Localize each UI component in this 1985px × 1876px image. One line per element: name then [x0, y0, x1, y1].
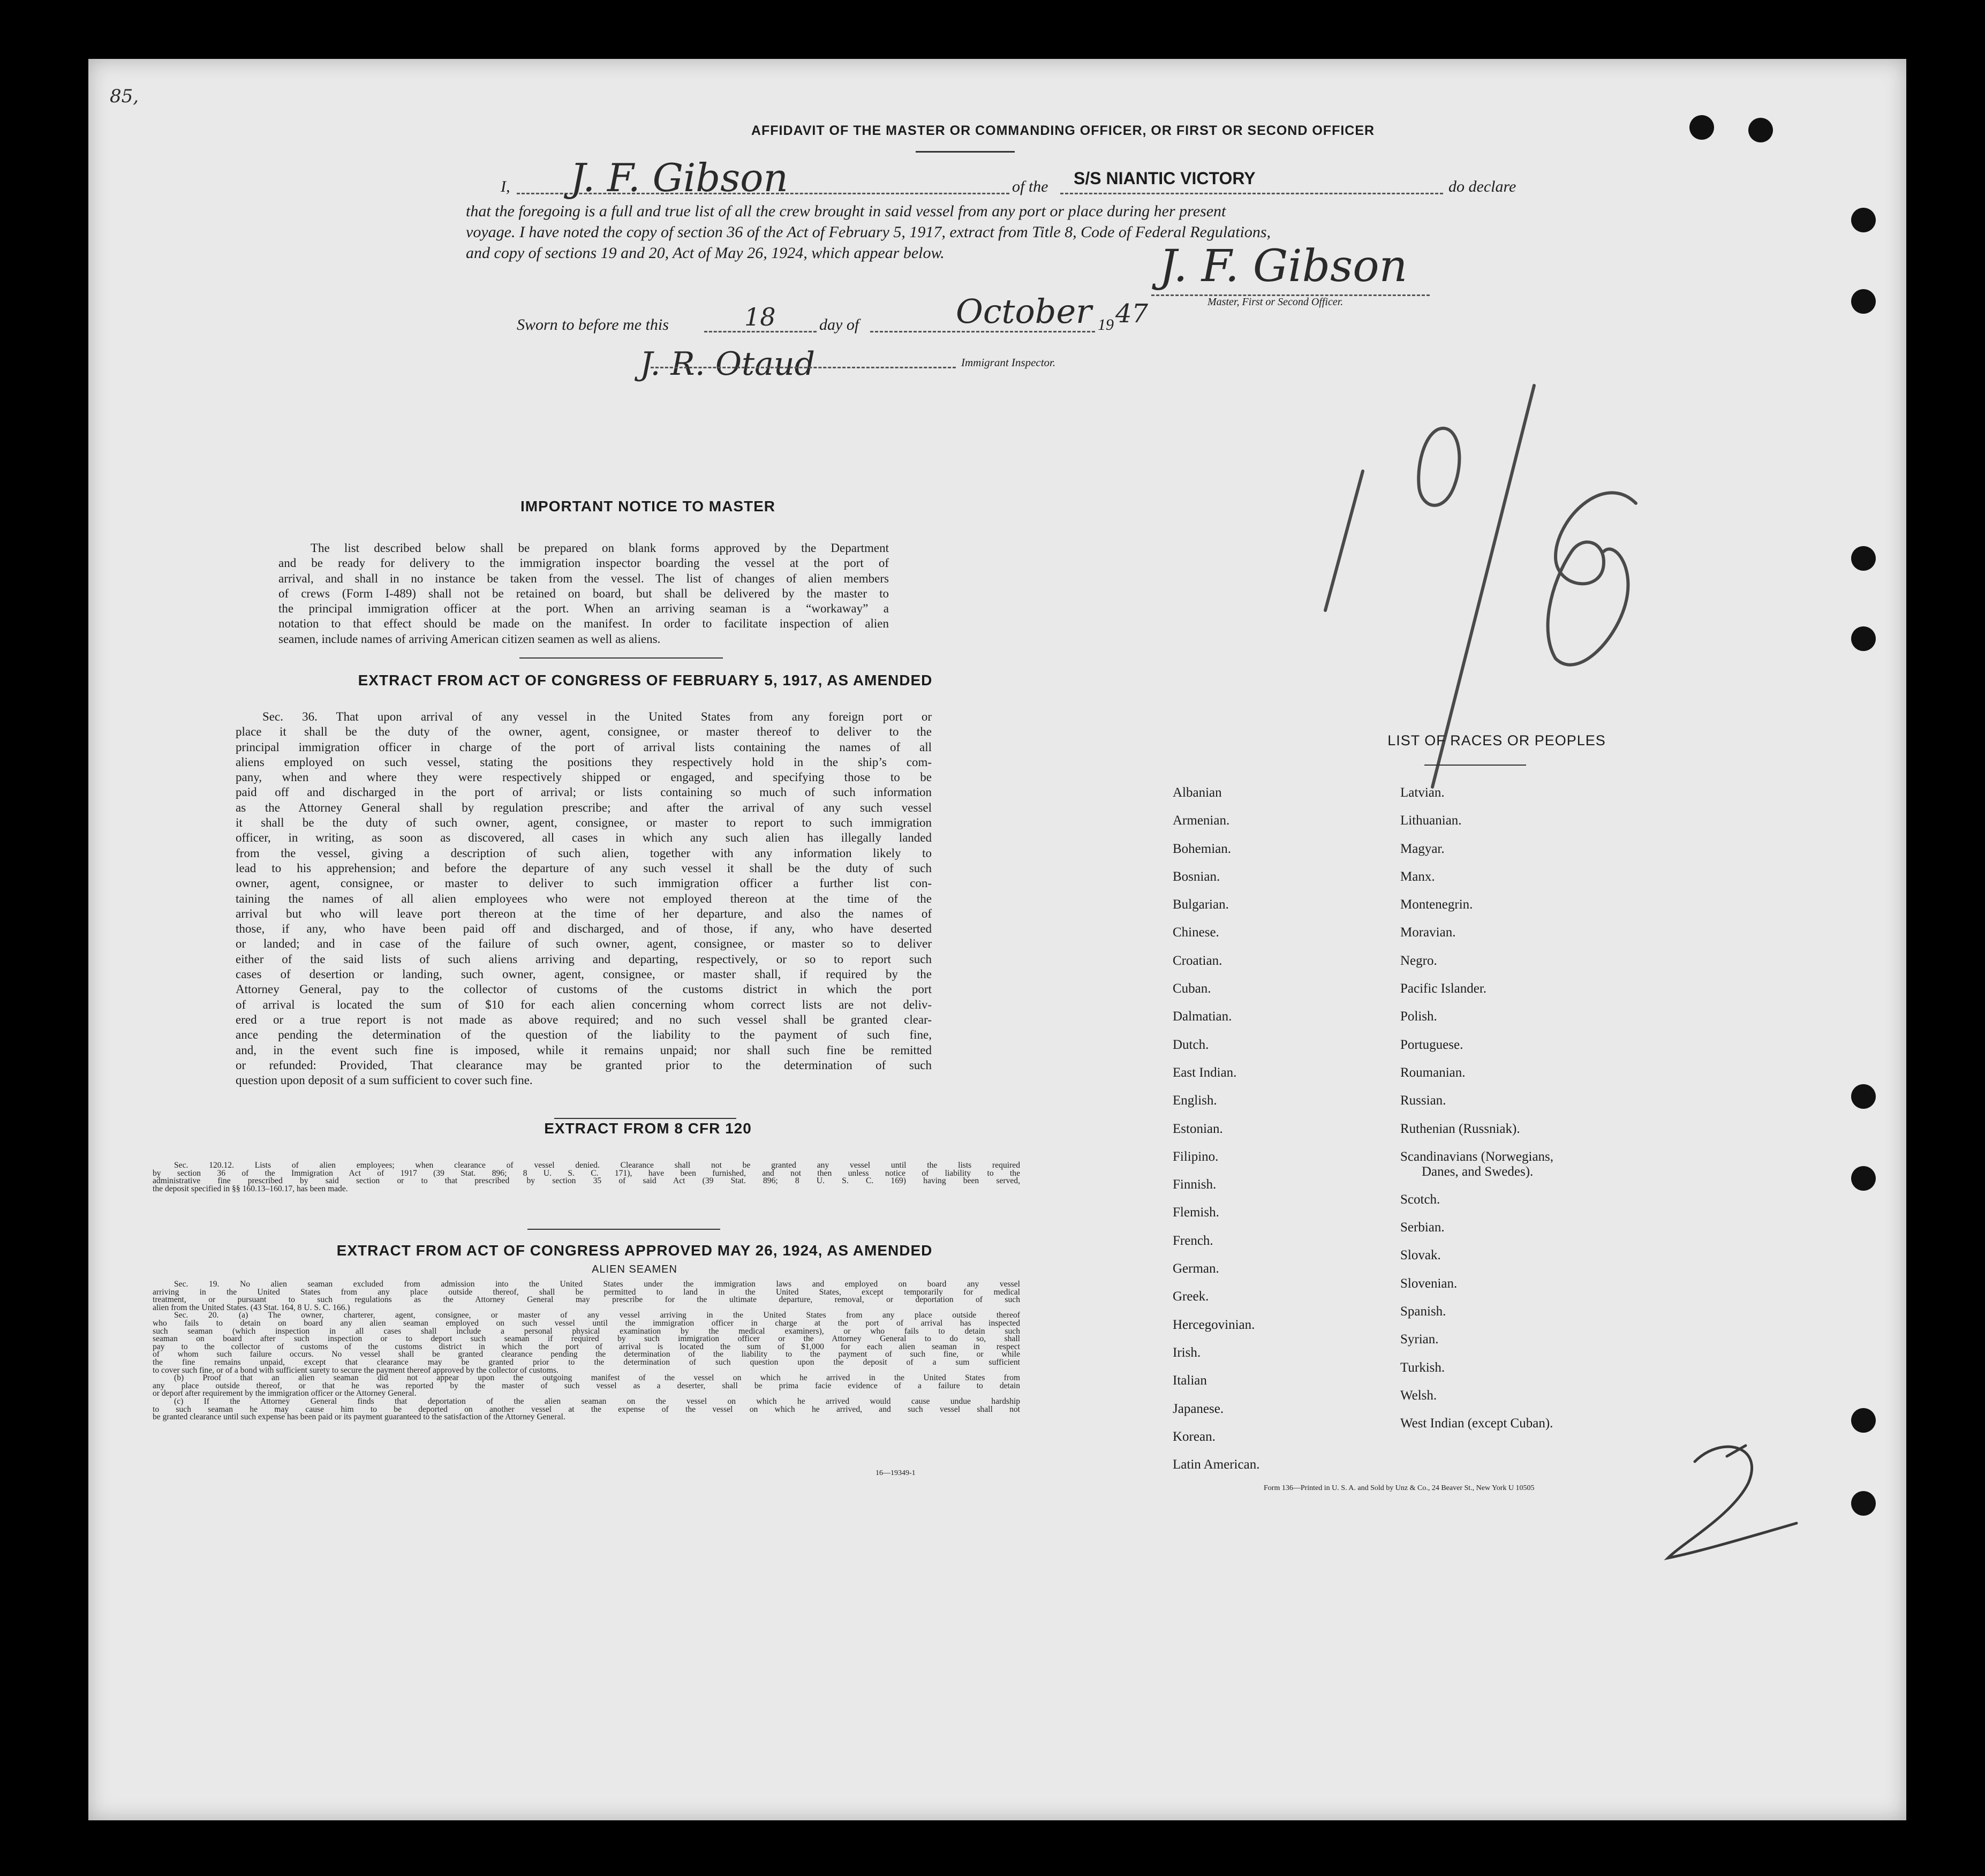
extract-line: those, if any, who have been paid off and discharged, and of those, if any, who have deserted	[236, 922, 932, 936]
extract-line: paid off and discharged in the port of arrival; or lists containing so much of such information	[236, 785, 932, 799]
race-item: Lithuanian.	[1400, 813, 1462, 828]
declarant-name: J. F. Gibson	[570, 155, 788, 200]
notice-line: of crews (Form I-489) shall not be retained on board, but shall be delivered by the master to	[278, 586, 889, 600]
affidavit-title: AFFIDAVIT OF THE MASTER OR COMMANDING OFFICER, OR FIRST OR SECOND OFFICER	[751, 123, 1375, 138]
section-rule	[554, 1118, 736, 1119]
punch-hole	[1851, 1166, 1876, 1191]
inspector-signature: J. R. Otaud	[640, 345, 815, 383]
race-item: Serbian.	[1400, 1220, 1445, 1235]
race-item: Moravian.	[1400, 925, 1456, 940]
form-number: 16—19349-1	[875, 1469, 916, 1477]
sworn-month: October	[956, 292, 1092, 331]
extract-1924-line: of whom such failure occurs. No vessel shall be granted clearance pending the determination of the liability to the payment of such fine, or while	[153, 1350, 1020, 1359]
race-item: Russian.	[1400, 1093, 1446, 1108]
race-item: Flemish.	[1173, 1205, 1219, 1220]
race-item: Ruthenian (Russniak).	[1400, 1121, 1520, 1136]
affidavit-line-3: voyage. I have noted the copy of section 36 of the Act of February 5, 1917, extract from Title 8, Code of Federal Regulations,	[466, 223, 1271, 241]
race-item: Welsh.	[1400, 1388, 1437, 1403]
race-item: Turkish.	[1400, 1360, 1445, 1375]
notice-line: The list described below shall be prepared on blank forms approved by the Department	[311, 541, 889, 555]
section-rule	[527, 1229, 720, 1230]
affidavit-i: I,	[501, 178, 510, 195]
extract-1924-line: Sec. 20. (a) The owner, charterer, agent, consignee, or master of any vessel arriving in the United States from any place outside thereof	[174, 1311, 1020, 1320]
race-item: Portuguese.	[1400, 1037, 1463, 1052]
race-item: Croatian.	[1173, 953, 1222, 968]
extract-line: or landed; and in case of the failure of such owner, agent, consignee, or master so to deliver	[236, 937, 932, 951]
punch-hole	[1748, 118, 1773, 142]
race-item: Estonian.	[1173, 1121, 1223, 1136]
punch-hole	[1851, 208, 1876, 232]
extract-line: ered or a true report is not made as above required; and no such vessel shall be granted clear-	[236, 1012, 932, 1026]
race-item: Armenian.	[1173, 813, 1230, 828]
punch-hole	[1851, 1491, 1876, 1516]
race-item: Spanish.	[1400, 1304, 1446, 1319]
extract-line: taining the names of all alien employees who were not employed thereon at the time of the	[236, 891, 932, 905]
race-item: Dalmatian.	[1173, 1009, 1232, 1024]
extract-line: ance pending the determination of the question of the liability to the payment of such fine,	[236, 1028, 932, 1042]
extract-1924-line: treatment, or pursuant to such regulations as the Attorney General may prescribe for the ultimate departure, removal, or deportation of such	[153, 1295, 1020, 1305]
extract-line: principal immigration officer in charge of the port of arrival lists containing the names of all	[236, 740, 932, 754]
extract-1924-line: to such seaman he may cause him to be deported on another vessel at the expense of the vessel on which he arrived, and such vessel shall not	[153, 1404, 1020, 1414]
race-item: Japanese.	[1173, 1401, 1224, 1416]
race-item: Bohemian.	[1173, 841, 1232, 856]
affidavit-declare: do declare	[1448, 178, 1516, 195]
extract-line: place it shall be the duty of the owner, agent, consignee, or master thereof to deliver to the	[236, 725, 932, 739]
inspector-label: Immigrant Inspector.	[961, 356, 1056, 369]
cfr-line: Sec. 120.12. Lists of alien employees; when clearance of vessel denied. Clearance shall not be granted any vessel until the lists required	[174, 1161, 1020, 1170]
cfr-line: administrative fine prescribed by said section or to that prescribed by section 35 of said Act (39 Stat. 896; 8 U. S. C. 169) having been served,	[153, 1176, 1020, 1186]
extract-1924-line: or deport after requirement by the immigration officer or the Attorney General.	[153, 1389, 417, 1398]
race-item: Finnish.	[1173, 1177, 1217, 1192]
master-signature: J. F. Gibson	[1159, 241, 1408, 292]
extract-line: Sec. 36. That upon arrival of any vessel in the United States from any foreign port or	[262, 710, 932, 723]
race-item: Scotch.	[1400, 1192, 1440, 1207]
cfr-line: the deposit specified in §§ 160.13–160.17, has been made.	[153, 1184, 348, 1193]
race-item: Korean.	[1173, 1429, 1216, 1444]
punch-hole	[1689, 115, 1714, 140]
vessel-line	[1060, 193, 1443, 194]
extract-cfr-title: EXTRACT FROM 8 CFR 120	[544, 1120, 752, 1137]
race-item: East Indian.	[1173, 1065, 1237, 1080]
alien-seamen-subtitle: ALIEN SEAMEN	[592, 1264, 677, 1275]
races-left-column	[1173, 779, 1259, 1479]
margin-note: 85,	[110, 86, 139, 107]
extract-line: or refunded: Provided, That clearance may be granted prior to the determination of such	[236, 1058, 932, 1072]
extract-line: as the Attorney General shall by regulation prescribe; and after the arrival of any such vessel	[236, 800, 932, 814]
extract-line: pany, when and where they were respectively shipped or engaged, and specifying those to be	[236, 770, 932, 784]
notice-title: IMPORTANT NOTICE TO MASTER	[520, 498, 776, 515]
race-item: Greek.	[1173, 1289, 1209, 1304]
race-item: Negro.	[1400, 953, 1437, 968]
races-title: LIST OF RACES OR PEOPLES	[1387, 732, 1606, 748]
race-item: Latvian.	[1400, 785, 1445, 800]
sworn-year-prefix: 19	[1098, 316, 1114, 334]
race-item: German.	[1173, 1261, 1219, 1276]
race-item: Polish.	[1400, 1009, 1437, 1024]
race-item: Magyar.	[1400, 841, 1445, 856]
section-rule	[1424, 765, 1526, 766]
extract-1917-body	[236, 709, 932, 1088]
sworn-prefix: Sworn to before me this	[517, 316, 669, 334]
extract-1924-title: EXTRACT FROM ACT OF CONGRESS APPROVED MAY 26, 1924, AS AMENDED	[336, 1242, 933, 1259]
race-item: Italian	[1173, 1373, 1207, 1388]
punch-hole	[1851, 289, 1876, 314]
punch-hole	[1851, 1408, 1876, 1433]
page-mark	[1620, 1424, 1802, 1595]
extract-1924-body	[153, 1281, 1020, 1421]
extract-line: aliens employed on such vessel, stating the positions they respectively hold in the ship’s com-	[236, 755, 932, 769]
punch-hole	[1851, 546, 1876, 571]
race-item: Cuban.	[1173, 981, 1211, 996]
race-item: Bulgarian.	[1173, 897, 1229, 912]
extract-1924-line: to cover such fine, or of a bond with sufficient surety to secure the payment thereof approved by the collector of customs.	[153, 1365, 558, 1375]
race-item: Danes, and Swedes).	[1422, 1164, 1534, 1179]
extract-1924-line: Sec. 19. No alien seaman excluded from admission into the United States under the immigration laws and employed on board any vessel	[174, 1280, 1020, 1289]
sworn-month-line	[870, 331, 1095, 332]
extract-line: arrival but who will leave port thereon at the time of her departure, and also the names of	[236, 906, 932, 920]
race-item: Syrian.	[1400, 1332, 1439, 1347]
extract-line: it shall be the duty of such owner, agent, consignee, or master to report to such immigration	[236, 816, 932, 830]
race-item: Albanian	[1173, 785, 1222, 800]
extract-1924-line: be granted clearance until such expense has been paid or its payment guaranteed to the satisfaction of the Attorney General.	[153, 1412, 565, 1422]
race-item: Slovenian.	[1400, 1276, 1458, 1291]
races-right-column	[1400, 779, 1553, 1438]
extract-1924-line: any place outside thereof, or that he was reported by the master of such vessel as a deserter, shall be prima facie evidence of a failure to detain	[153, 1381, 1020, 1390]
extract-1924-line: (b) Proof that an alien seaman did not appear upon the outgoing manifest of the vessel on which he arrived in the United States from	[174, 1373, 1020, 1383]
extract-line: cases of desertion or landing, such owner, agent, consignee, or master shall, if required by the	[236, 967, 932, 981]
extract-line: and, in the event such fine is imposed, while it remains unpaid; nor shall such fine be remitted	[236, 1043, 932, 1057]
extract-1924-line: pay to the collector of customs of the customs district in which the port of arrival is located the sum of $1,000 for each alien seaman in respect	[153, 1342, 1020, 1351]
race-item: Roumanian.	[1400, 1065, 1466, 1080]
race-item: Irish.	[1173, 1345, 1201, 1360]
race-item: Hercegovinian.	[1173, 1317, 1255, 1332]
race-item: Manx.	[1400, 869, 1435, 884]
race-item: West Indian (except Cuban).	[1400, 1416, 1553, 1431]
extract-line: Attorney General, pay to the collector of customs of the customs district in which the port	[236, 982, 932, 996]
notice-line: the principal immigration officer at the port. When an arriving seaman is a “workaway” a	[278, 602, 889, 616]
sworn-year: 47	[1115, 299, 1149, 329]
title-rule	[916, 151, 1015, 153]
extract-line: either of the said lists of such aliens arriving and departing, respectively, or so to report such	[236, 952, 932, 966]
race-item: Latin American.	[1173, 1457, 1260, 1472]
race-item: Slovak.	[1400, 1248, 1441, 1263]
extract-1924-line: the fine remains unpaid, except that clearance may be granted prior to the determination of such question upon the deposit of a sum sufficient	[153, 1357, 1020, 1367]
race-item-scandinavians	[1400, 1143, 1553, 1186]
affidavit-line-4: and copy of sections 19 and 20, Act of May 26, 1924, which appear below.	[466, 244, 945, 262]
race-item: Filipino.	[1173, 1149, 1219, 1164]
notice-line: seamen, include names of arriving American citizen seamen as well as aliens.	[278, 632, 661, 646]
extract-1924-line: (c) If the Attorney General finds that deportation of the alien seaman on the vessel on which he arrived would cause undue hardship	[174, 1396, 1020, 1406]
extract-1924-line: who fails to detain on board any alien seaman employed on such vessel until the immigration officer in charge at the port of arrival has inspected	[153, 1318, 1020, 1328]
affidavit-of-the: of the	[1012, 178, 1048, 195]
signature-label: Master, First or Second Officer.	[1207, 296, 1344, 308]
punch-hole	[1851, 1084, 1876, 1109]
race-item: English.	[1173, 1093, 1217, 1108]
extract-1924-line: seaman on board after such inspection or to deport such seaman if required by such immigration officer or the Attorney General to do so, shall	[153, 1334, 1020, 1344]
extract-1917-title: EXTRACT FROM ACT OF CONGRESS OF FEBRUARY 5, 1917, AS AMENDED	[358, 672, 933, 689]
notice-line: notation to that effect should be made on the manifest. In order to facilitate inspection of alien	[278, 617, 889, 631]
affidavit-line-2: that the foregoing is a full and true list of all the crew brought in said vessel from any port or place during her present	[466, 202, 1226, 220]
extract-line: question upon deposit of a sum sufficient to cover such fine.	[236, 1073, 533, 1087]
race-item: Pacific Islander.	[1400, 981, 1487, 996]
cfr-line: by section 36 of the Immigration Act of 1917 (39 Stat. 896; 8 U. S. C. 171), have been furnished, and not then unless notice of liability to the	[153, 1168, 1020, 1178]
punch-hole	[1851, 626, 1876, 651]
document-page	[88, 59, 1906, 1820]
extract-line: lead to his apprehension; and before the departure of any such vessel it shall be the duty of such	[236, 861, 932, 875]
extract-cfr-body	[153, 1162, 1020, 1193]
race-item: French.	[1173, 1233, 1213, 1248]
notice-line: arrival, and shall in no instance be taken from the vessel. The list of changes of alien members	[278, 571, 889, 585]
sworn-day-label: day of	[819, 316, 859, 334]
race-item: Dutch.	[1173, 1037, 1209, 1052]
extract-1924-line: alien from the United States. (43 Stat. 164, 8 U. S. C. 166.)	[153, 1303, 350, 1312]
notice-line: and be ready for delivery to the immigration inspector boarding the vessel at the port of	[278, 556, 889, 570]
race-item: Montenegrin.	[1400, 897, 1473, 912]
race-item: Scandinavians (Norwegians,	[1400, 1149, 1554, 1164]
inspector-line	[651, 367, 956, 368]
extract-1924-line: arriving in the United States from any place outside thereof, shall be permitted to land in the United States, except temporarily for medical	[153, 1287, 1020, 1297]
extract-line: of arrival is located the sum of $10 for each alien concerning whom correct lists are not deliv-	[236, 997, 932, 1011]
extract-line: officer, in writing, as soon as discovered, all cases in which any such alien has illegally landed	[236, 831, 932, 845]
sworn-day: 18	[744, 302, 776, 331]
race-item: Chinese.	[1173, 925, 1219, 940]
extract-1924-line: such seaman (which inspection in all cases shall include a personal physical examination by the medical examiners), or who fails to detain such	[153, 1326, 1020, 1336]
notice-body	[278, 541, 889, 647]
section-rule	[519, 657, 723, 659]
race-item: Bosnian.	[1173, 869, 1220, 884]
extract-line: from the vessel, giving a description of such alien, together with any information likely to	[236, 846, 932, 860]
printer-footer: Form 136—Printed in U. S. A. and Sold by Unz & Co., 24 Beaver St., New York U 10505	[1264, 1484, 1535, 1492]
extract-line: owner, agent, consignee, or master to deliver to such immigration officer a further list con-	[236, 876, 932, 890]
vessel-name: S/S NIANTIC VICTORY	[1074, 169, 1256, 188]
